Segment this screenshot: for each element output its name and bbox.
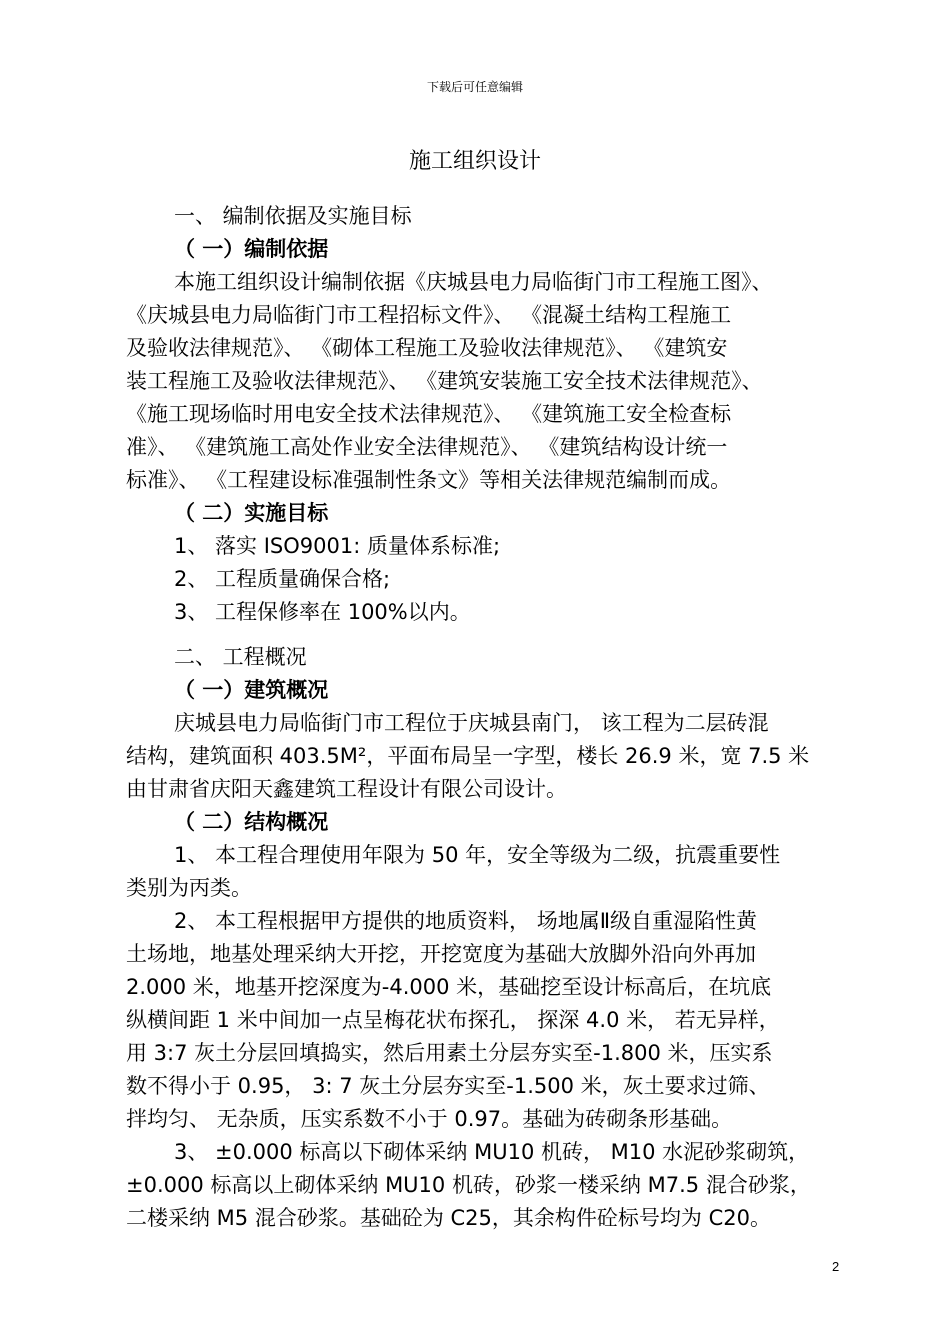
list-item: 2、 工程质量确保合格;	[174, 567, 391, 591]
paragraph-line: 标准》、 《工程建设标准强制性条文》等相关法律规范编制而成。	[126, 468, 732, 492]
paragraph-line: 《庆城县电力局临街门市工程招标文件》、 《混凝土结构工程施工	[126, 303, 732, 327]
subsection-heading: （ 一）建筑概况	[174, 678, 329, 702]
paragraph-line: 准》、 《建筑施工高处作业安全法律规范》、 《建筑结构设计统一	[126, 435, 728, 459]
spacer	[126, 629, 844, 641]
paragraph-line: 结构，建筑面积 403.5M²，平面布局呈一字型，楼长 26.9 米，宽 7.5 米	[126, 744, 810, 768]
section-heading-2: 二、 工程概况	[174, 645, 307, 669]
subsection-heading: （ 二）实施目标	[174, 501, 329, 525]
section-heading-1: 一、 编制依据及实施目标	[174, 204, 412, 228]
list-item: 1、 落实 ISO9001: 质量体系标准;	[174, 534, 501, 558]
paragraph-line: 拌均匀、 无杂质，压实系数不小于 0.97。基础为砖砌条形基础。	[126, 1107, 733, 1131]
paragraph-line: 纵横间距 1 米中间加一点呈梅花状布探孔， 探深 4.0 米， 若无异样，	[126, 1008, 780, 1032]
subsection-heading: （ 二）结构概况	[174, 810, 329, 834]
page-title: 施工组织设计	[408, 149, 541, 174]
paragraph-line: 及验收法律规范》、 《砌体工程施工及验收法律规范》、 《建筑安	[126, 336, 728, 360]
header-note: 下载后可任意编辑	[426, 80, 523, 94]
paragraph-line: 2.000 米，地基开挖深度为-4.000 米，基础挖至设计标高后，在坑底	[126, 975, 772, 999]
paragraph-line: 土场地，地基处理采纳大开挖，开挖宽度为基础大放脚外沿向外再加	[126, 942, 756, 966]
paragraph-line: 庆城县电力局临街门市工程位于庆城县南门， 该工程为二层砖混	[174, 711, 769, 735]
paragraph-line: 《施工现场临时用电安全技术法律规范》、 《建筑施工安全检查标	[126, 402, 732, 426]
paragraph-line: 本施工组织设计编制依据《庆城县电力局临街门市工程施工图》、	[174, 270, 773, 294]
paragraph-line: 由甘肃省庆阳天鑫建筑工程设计有限公司设计。	[126, 777, 567, 801]
paragraph-line: 3、 ±0.000 标高以下砌体采纳 MU10 机砖， M10 水泥砂浆砌筑，	[174, 1140, 810, 1164]
paragraph-line: 二楼采纳 M5 混合砂浆。基础砼为 C25，其余构件砼标号均为 C20。	[126, 1206, 771, 1230]
paragraph-line: 数不得小于 0.95， 3: 7 灰土分层夯实至-1.500 米，灰土要求过筛、	[126, 1074, 770, 1098]
paragraph-line: 装工程施工及验收法律规范》、 《建筑安装施工安全技术法律规范》、	[126, 369, 763, 393]
page-number: 2	[832, 1259, 840, 1274]
paragraph-line: ±0.000 标高以上砌体采纳 MU10 机砖，砂浆一楼采纳 M7.5 混合砂浆，	[126, 1173, 811, 1197]
paragraph-line: 类别为丙类。	[126, 876, 252, 900]
paragraph-line: 1、 本工程合理使用年限为 50 年，安全等级为二级，抗震重要性	[174, 843, 781, 867]
document-body	[126, 200, 844, 1235]
list-item: 3、 工程保修率在 100%以内。	[174, 600, 471, 624]
paragraph-line: 用 3:7 灰土分层回填捣实，然后用素土分层夯实至-1.800 米，压实系	[126, 1041, 773, 1065]
paragraph-line: 2、 本工程根据甲方提供的地质资料， 场地属Ⅱ级自重湿陷性黄	[174, 909, 758, 933]
subsection-heading: （ 一）编制依据	[174, 237, 329, 261]
